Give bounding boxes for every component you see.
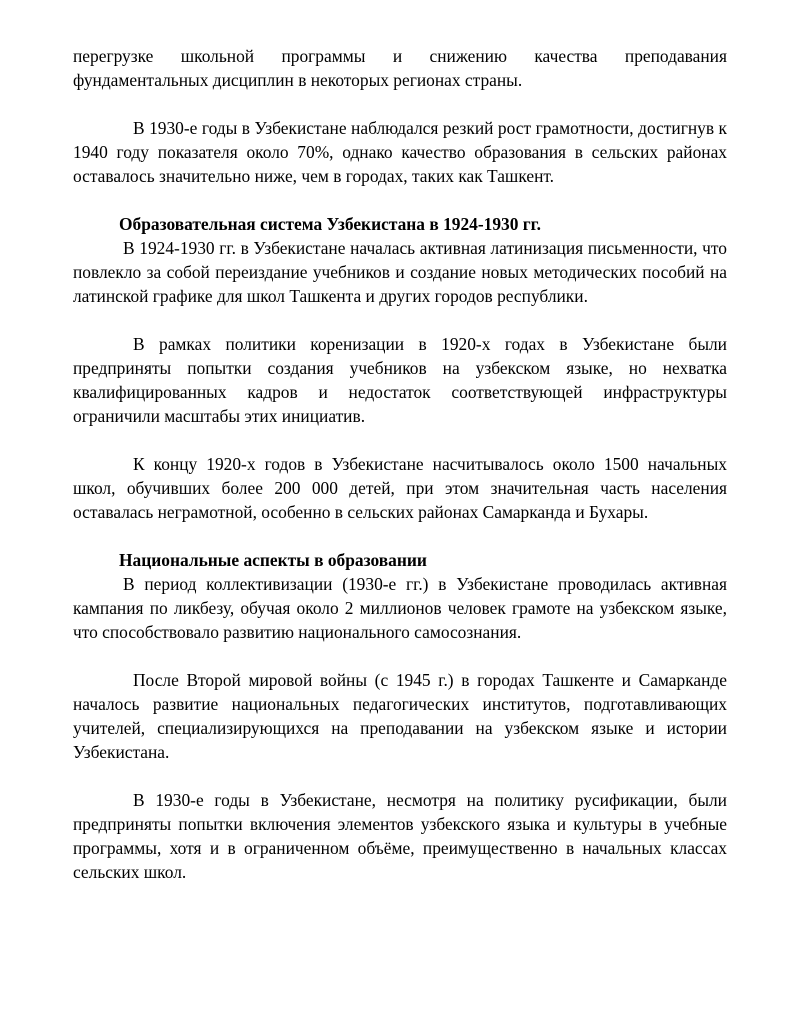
paragraph-likbez: В период коллективизации (1930-е гг.) в Узбекистане проводилась активная кампания по ликбезу, обучая около 2 миллионов человек грамоте на узбекском языке, что способствовало развитию национального самосознания. — [73, 574, 727, 642]
paragraph-latinization: В 1924-1930 гг. в Узбекистане началась активная латинизация письменности, что повлекло за собой переиздание учебников и создание новых методических пособий на латинской графике для школ Ташкента и других городов республики. — [73, 238, 727, 306]
paragraph-russification: В 1930-е годы в Узбекистане, несмотря на политику русификации, были предприняты попытки включения элементов узбекского языка и культуры в учебные программы, хотя и в ограниченном объёме, преимущественно в начальных классах сельских школ. — [73, 790, 727, 882]
paragraph-continuation: перегрузке школьной программы и снижению качества преподавания фундаментальных дисциплин в некоторых регионах страны. — [73, 46, 727, 90]
section-heading-education-system: Образовательная система Узбекистана в 1924-1930 гг. — [119, 214, 541, 234]
paragraph-korenizatsiya: В рамках политики коренизации в 1920-х годах в Узбекистане были предприняты попытки создания учебников на узбекском языке, но нехватка квалифицированных кадров и недостаток соответствующей инфраструктуры ограничили масштабы этих инициатив. — [73, 334, 727, 426]
paragraph-literacy-1930s: В 1930-е годы в Узбекистане наблюдался резкий рост грамотности, достигнув к 1940 году показателя около 70%, однако качество образования в сельских районах оставалось значительно ниже, чем в городах, таких как Ташкент. — [73, 118, 727, 186]
document-page — [73, 44, 727, 884]
section-heading-national-aspects: Национальные аспекты в образовании — [119, 550, 427, 570]
paragraph-schools-1920s: К концу 1920-х годов в Узбекистане насчитывалось около 1500 начальных школ, обучивших более 200 000 детей, при этом значительная часть населения оставалась неграмотной, особенно в сельских районах Самарканда и Бухары. — [73, 454, 727, 522]
paragraph-post-war-institutes: После Второй мировой войны (с 1945 г.) в городах Ташкенте и Самарканде началось развитие национальных педагогических институтов, подготавливающих учителей, специализирующихся на преподавании на узбекском языке и истории Узбекистана. — [73, 670, 727, 762]
